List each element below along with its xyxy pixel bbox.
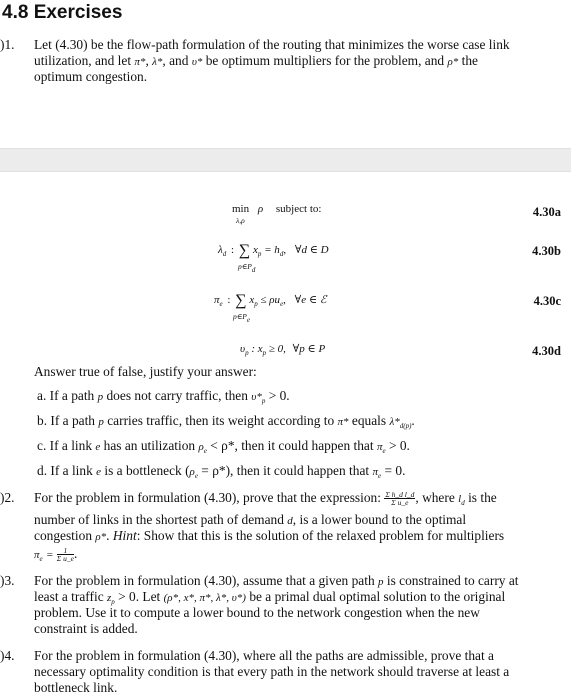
equals-demand: = h [264,244,280,256]
min-subscript: λ,ρ [236,216,245,225]
exercise-3-text: least a traffic [34,589,104,604]
lambda-star-symbol: λ* [389,416,400,428]
link-count-symbol: l [458,493,462,505]
subject-to-label: subject to: [275,203,322,215]
item-d-text: = 0. [384,463,406,478]
equation-label-4-30a: 4.30a [532,205,561,219]
page-divider-band [0,148,571,172]
exercise-2-line-1 [34,490,497,511]
exercise-2-text: For the problem in formulation (4.30), prove that the expression: [34,490,381,505]
path-symbol: p [98,416,104,428]
item-c [37,438,410,459]
path-symbol: p [97,391,104,403]
exercise-3-line-3: problem. Use it to compute a lower bound to the network congestion when the new [34,605,480,620]
exercise-2-text: . [106,528,110,543]
item-b-text: b. If a path [37,413,96,428]
section-heading: 4.8 Exercises [2,2,123,23]
lower-bound-fraction [384,491,415,506]
capacity-bound: ≤ ρu [260,294,281,306]
exercise-2-line-4 [34,546,77,567]
fraction-numerator: 1 [57,547,74,555]
math-pi-star: π* [134,56,146,68]
demand-symbol: d [287,515,293,527]
pi-subscript: e [39,555,43,563]
upsilon-subscript: p [245,349,249,357]
item-d-text: is a bottleneck ( [104,463,190,478]
item-d-text: d. If a link [37,463,93,478]
rho-star-symbol: ρ* [95,531,107,543]
answer-intro: Answer true of false, justify your answer: [34,364,257,379]
exercise-1-line-2 [34,53,478,70]
item-c-text: has an utilization [103,438,196,453]
item-a-text: > 0. [268,388,290,403]
item-c-text: > 0. [388,438,410,453]
nonnegativity: ≥ 0, [268,343,286,355]
link-symbol: e [95,441,101,453]
math-upsilon-star: υ* [191,56,203,68]
exercise-1-line-1: Let (4.30) be the flow-path formulation of the routing that minimizes the worse case link [34,37,510,52]
item-a-text: a. If a path [37,388,95,403]
upsilon-star-symbol: υ* [251,391,262,403]
exercise-2-text: : Show that this is the solution of the relaxed problem for multipliers [136,528,505,543]
z-subscript: p [111,598,115,606]
exercise-2-text: , where [415,490,455,505]
fraction-denominator: Σ u_e [391,498,409,508]
item-a-text: does not carry traffic, then [106,388,248,403]
exercise-2-number: )2. [0,490,15,505]
multiplier-fraction [57,547,74,562]
rho-subscript: e [203,447,207,455]
demand-subscript: d [279,250,284,258]
exercise-3-text: is constrained to carry at [386,573,519,588]
x-variable: : x [251,343,263,355]
upsilon-symbol: υ [240,343,246,355]
pi-subscript: e [219,300,223,308]
pi-symbol: π [214,294,220,306]
forall-demands: ∀d ∈ D [294,244,329,256]
item-a [37,388,290,409]
x-subscript: p [262,349,267,357]
exercise-2-text: , is a lower bound to the optimal [292,512,467,527]
item-b-text: carries traffic, then its weight according to [107,413,335,428]
upsilon-star-subscript: p [261,397,266,405]
item-b-text: equals [351,413,387,428]
x-variable: x [249,294,255,306]
pi-subscript: e [382,447,386,455]
math-rho-star: ρ* [447,56,459,68]
min-operator: min [232,203,250,215]
exercise-1-number: )1. [0,37,15,52]
constraint-b: $\lambda_d$ : ∑ $x_p = h_d$, ∀d ∈ D [218,242,329,259]
hint-label: Hint [112,528,137,543]
exercise-3-line-4: constraint is added. [34,621,138,636]
item-b-text: . [411,413,415,428]
exercise-1-text: , [145,53,149,68]
forall-links: ∀e ∈ ℰ [294,294,327,306]
item-c-text: c. If a link [37,438,93,453]
equation-label-4-30c: 4.30c [533,294,561,308]
exercise-4-line-1: For the problem in formulation (4.30), where all the paths are admissible, prove that a [34,648,494,663]
exercise-2-text: . [73,546,78,561]
constraint-d [240,342,325,357]
pi-symbol: π [376,441,383,453]
sum-index-c: p∈Pe [233,312,250,324]
objective-variable: ρ [257,203,264,215]
link-symbol: e [96,466,102,478]
path-symbol: p [378,576,384,588]
exercise-2-text: congestion [34,528,93,543]
item-d-text: = ρ*), then it could happen that [201,463,370,478]
item-d [37,463,405,484]
fraction-denominator: Σ u_e [56,554,74,564]
lambda-subscript: d [222,250,227,258]
sum-symbol: ∑ [235,292,247,309]
exercise-1-text: the [461,53,478,68]
equation-label-4-30b: 4.30b [532,244,561,258]
x-subscript: p [254,300,258,308]
exercise-2-text: number of links in the shortest path of demand [34,512,284,527]
pi-subscript: e [378,472,382,480]
exercise-1-text: , and [162,53,189,68]
exercise-3-text: For the problem in formulation (4.30), assume that a given path [34,573,375,588]
forall-paths: ∀p ∈ P [292,343,326,355]
exercise-2-line-3 [34,528,504,545]
math-lambda-star: λ* [152,56,163,68]
pi-symbol: π [34,549,40,561]
lambda-symbol: λ [218,244,223,256]
pi-star-symbol: π* [337,416,349,428]
exercise-3-number: )3. [0,573,15,588]
exercise-2-text: is the [468,490,497,505]
constraint-c: $\pi_e$ : ∑ $x_p \le \rho u_e$, ∀e ∈ ℰ [214,292,327,309]
rho-symbol: ρ [189,466,195,478]
exercise-3-text: > 0. Let [118,589,161,604]
item-c-text: < ρ*, then it could happen that [210,438,374,453]
rho-subscript: e [194,472,198,480]
fraction-numerator: Σ h_d l_d [385,490,415,500]
lambda-star-subscript: d(p) [399,422,412,430]
link-count-subscript: d [461,499,465,507]
capacity-subscript: e [280,300,284,308]
exercise-4-number: )4. [0,648,15,663]
x-variable: x [252,244,258,256]
exercise-4-line-3: bottleneck link. [34,680,118,695]
sum-symbol: ∑ [238,242,251,259]
exercise-1-line-3: optimum congestion. [34,69,148,84]
rho-symbol: ρ [198,441,204,453]
equals-sign: = [45,549,54,561]
objective-row [232,203,321,215]
sum-index-b: p∈Pd [238,262,256,274]
exercise-1-text: be optimum multipliers for the problem, and [205,53,445,68]
pi-symbol: π [372,466,378,478]
x-subscript: p [257,250,262,258]
exercise-1-text: utilization, and let [34,53,132,68]
primal-dual-tuple: (ρ*, x*, π*, λ*, υ*) [163,592,246,604]
exercise-4-line-2: necessary optimality condition is that every path in the network should traverse at least a [34,664,510,679]
exercise-3-text: be a primal dual optimal solution to the original [249,589,506,604]
exercise-2-line-2 [34,512,466,529]
item-b [37,413,415,434]
exercise-3-line-1 [34,573,519,590]
z-symbol: z [107,592,112,604]
equation-label-4-30d: 4.30d [532,344,561,358]
